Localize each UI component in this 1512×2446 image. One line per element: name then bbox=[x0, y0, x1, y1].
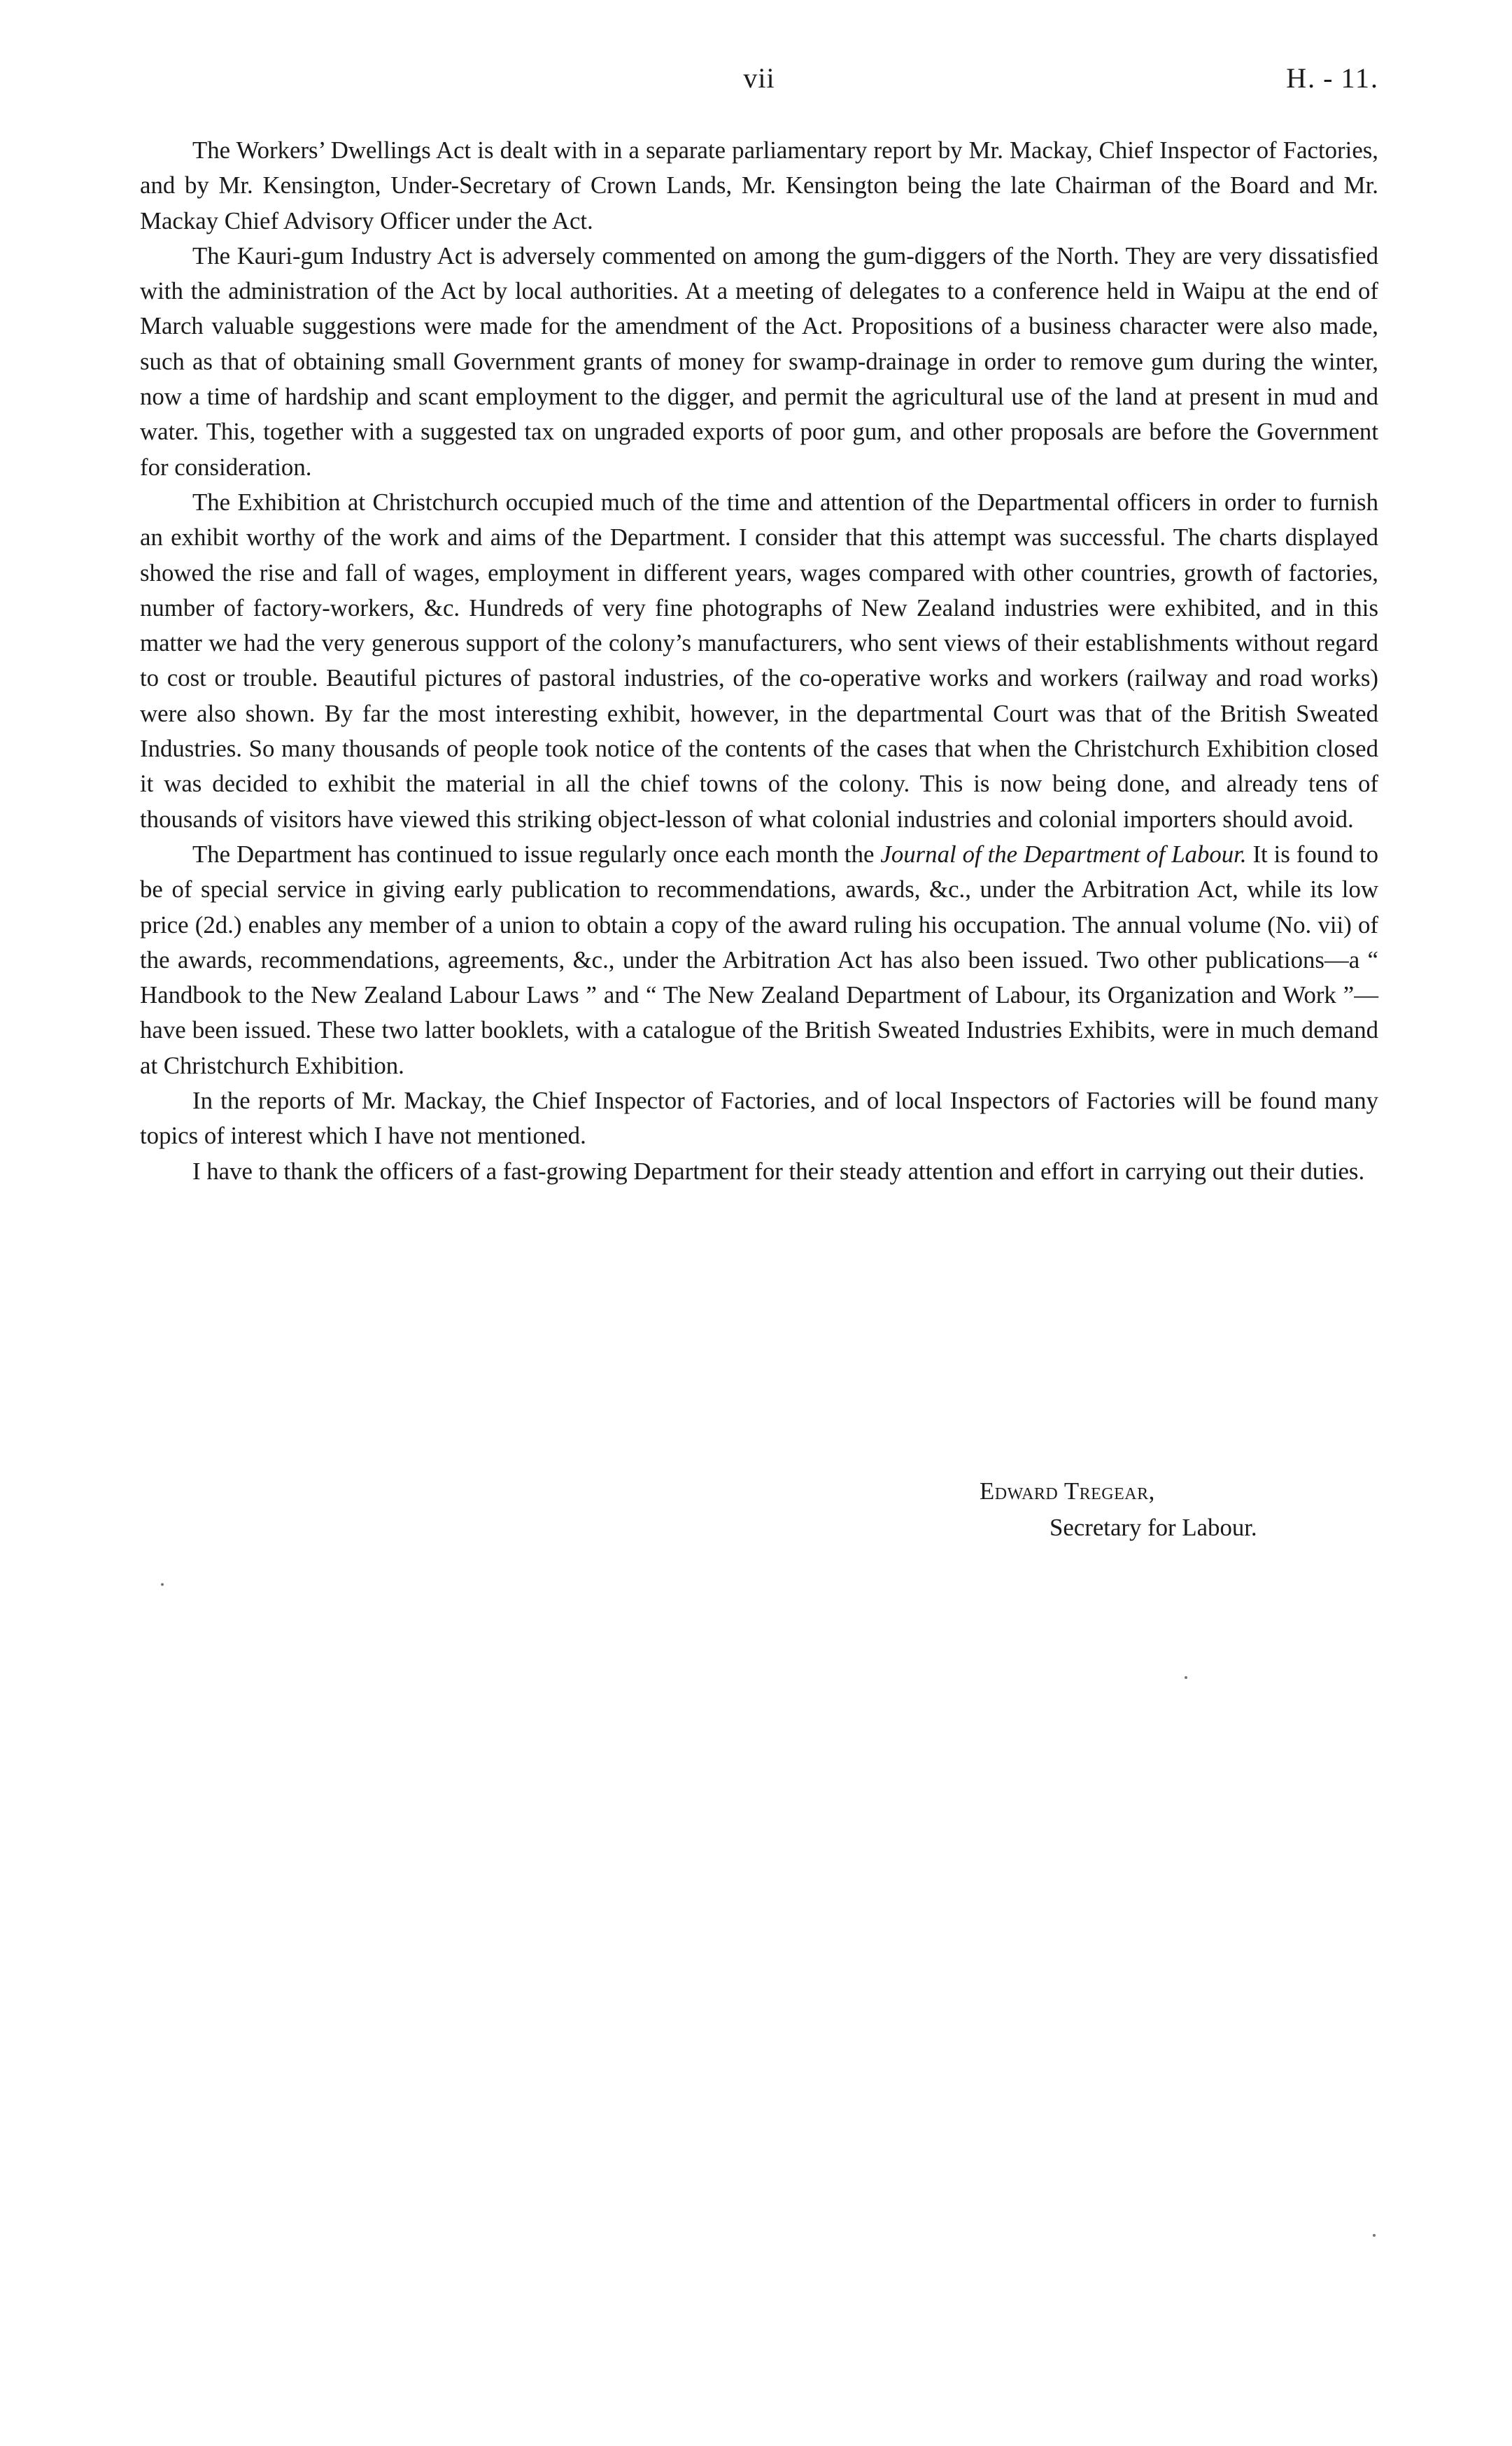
scan-speck bbox=[1373, 2234, 1376, 2237]
journal-title: Journal of the Department of Labour. bbox=[880, 840, 1247, 868]
scan-speck bbox=[161, 1583, 164, 1586]
page-header bbox=[0, 62, 1512, 104]
report-body bbox=[140, 133, 1378, 1189]
paragraph-exhibition: The Exhibition at Christchurch occupied much of the time and attention of the Departmental officers in order to furnish an exhibit worthy of the work and aims of the Department. I consider that this attempt was successful. The charts displayed showed the rise and fall of wages, employment in different years, wages compared with other countries, growth of factories, number of factory-workers, &c. Hundreds of very fine photographs of New Zealand industries were exhibited, and in this matter we had the very generous support of the colony’s manufacturers, who sent views of their establishments without regard to cost or trouble. Beautiful pictures of pastoral industries, of the co-operative works and workers (railway and road works) were also shown. By far the most interesting exhibit, however, in the departmental Court was that of the British Sweated Industries. So many thousands of people took notice of the contents of the cases that when the Christchurch Exhibition closed it was decided to exhibit the material in all the chief towns of the colony. This is now being done, and already tens of thousands of visitors have viewed this striking object-lesson of what colonial industries and colonial importers should avoid. bbox=[140, 488, 1378, 833]
page-number: vii bbox=[743, 62, 775, 94]
signatory-name: Edward Tregear, bbox=[980, 1477, 1155, 1505]
scan-speck bbox=[1185, 1676, 1187, 1679]
paragraph-thanks: I have to thank the officers of a fast-growing Department for their steady attention and effort in carrying out their duties. bbox=[192, 1157, 1365, 1185]
paragraph-journal-before: The Department has continued to issue regularly once each month the bbox=[192, 840, 881, 868]
paragraph-workers-dwellings: The Workers’ Dwellings Act is dealt with in a separate parliamentary report by Mr. Mackay, Chief Inspector of Factories, and by Mr. Kensington, Under-Secretary of Crown Lands, Mr. Kensington being the late Chairman of the Board and Mr. Mackay Chief Advisory Officer under the Act. bbox=[140, 136, 1378, 234]
paragraph-reports: In the reports of Mr. Mackay, the Chief Inspector of Factories, and of local Inspectors of Factories will be found many topics of interest which I have not mentioned. bbox=[140, 1087, 1378, 1150]
signatory-title: Secretary for Labour. bbox=[1050, 1514, 1257, 1541]
paragraph-kauri-gum: The Kauri-gum Industry Act is adversely commented on among the gum-diggers of the North. They are very dissatisfied with the administration of the Act by local authorities. At a meeting of delegates to a conference held in Waipu at the end of March valuable suggestions were made for the amendment of the Act. Propositions of a business character were also made, such as that of obtaining small Government grants of money for swamp-drainage in order to remove gum during the winter, now a time of hardship and scant employment to the digger, and permit the agricultural use of the land at present in mud and water. This, together with a suggested tax on ungraded exports of poor gum, and other proposals are before the Government for consideration. bbox=[140, 241, 1378, 481]
paragraph-journal bbox=[140, 837, 1378, 1083]
document-reference: H. - 11. bbox=[1286, 62, 1379, 94]
signature-block bbox=[140, 1473, 1378, 1546]
paragraph-journal-after: It is found to be of special service in giving early publication to recommendations, awards, &c., under the Arbitration Act, while its low price (2d.) enables any member of a union to obtain a copy of the award ruling his occupation. The annual volume (No. vii) of the awards, recommendations, agreements, &c., under the Arbitration Act has also been issued. Two other publications—a “ Handbook to the New Zealand Labour Laws ” and “ The New Zealand Department of Labour, its Organization and Work ”—have been issued. These two latter booklets, with a catalogue of the British Sweated Industries Exhibits, were in much demand at Christchurch Exhibition. bbox=[140, 840, 1378, 1079]
